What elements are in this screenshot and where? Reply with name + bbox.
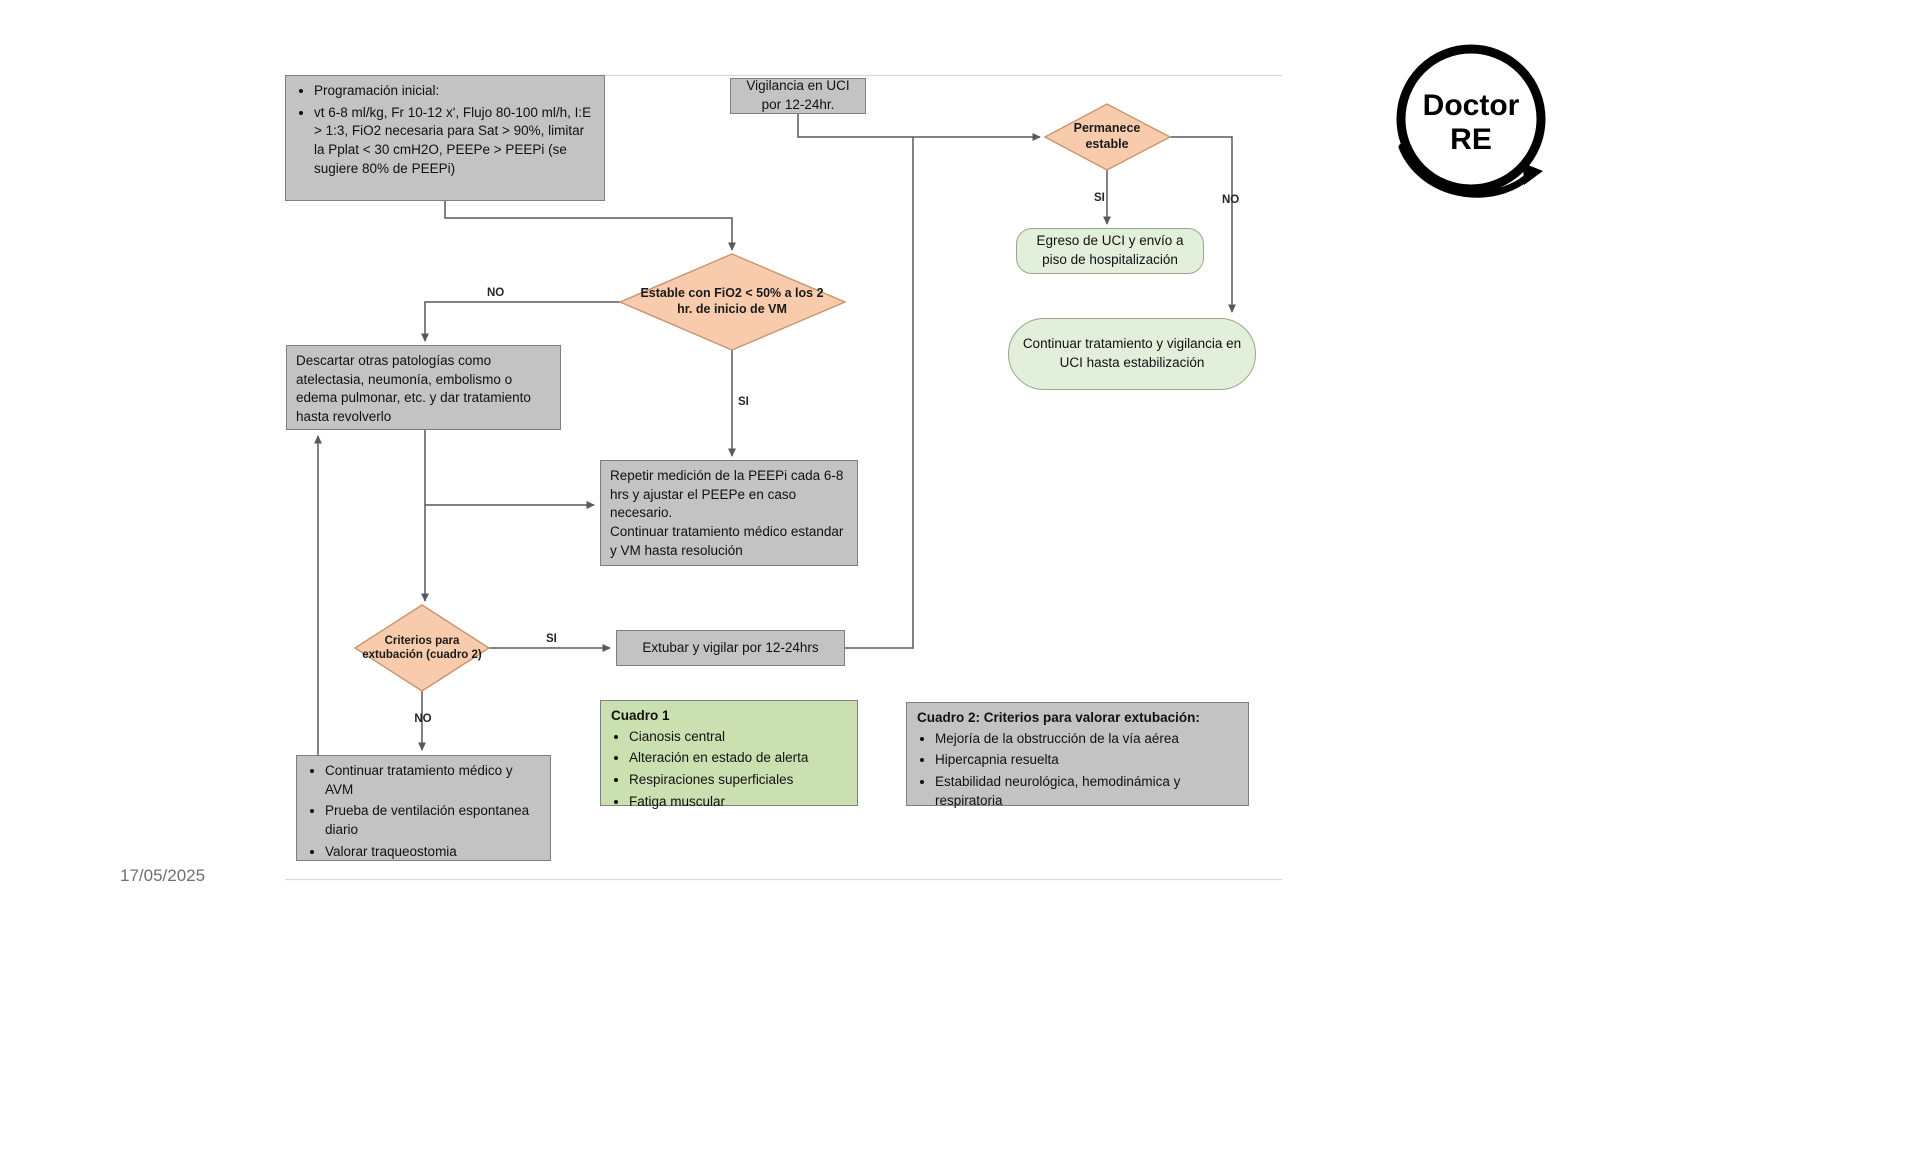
node-label-line: Continuar tratamiento médico estandar y VM hasta resolución: [610, 523, 844, 558]
bullet-item: • Cianosis central: [629, 728, 848, 747]
line-extubar-to-top: [845, 137, 913, 648]
bullet-item: • Hipercapnia resuelta: [935, 751, 1239, 770]
bullet-item: • Programación inicial:: [314, 82, 595, 101]
node-continuar-uci: [1008, 318, 1256, 390]
logo-text-line1: Doctor: [1422, 89, 1520, 122]
node-descartar-patologias: [286, 345, 561, 430]
bullet-item: • Mejoría de la obstrucción de la vía aérea: [935, 730, 1239, 749]
node-label: Descartar otras patologías como atelectasia, neumonía, embolismo o edema pulmonar, etc. y dar tratamiento hasta revolverlo: [296, 353, 531, 424]
legend-title: Cuadro 1: [611, 708, 670, 723]
node-extubar-vigilar: [616, 630, 845, 666]
bullet-item: • Prueba de ventilación espontanea diario: [325, 802, 541, 839]
node-label: Egreso de UCI y envío a piso de hospitalización: [1036, 233, 1184, 267]
slide-date: 17/05/2025: [120, 866, 206, 885]
node-label: Vigilancia en UCI por 12-24hr.: [746, 78, 850, 112]
bullet-item: • Valorar traqueostomia: [325, 843, 541, 862]
bullet-item: • Estabilidad neurológica, hemodinámica y respiratoria: [935, 773, 1239, 810]
bullet-item: • Fatiga muscular: [629, 793, 848, 812]
branch-label-si: SI: [1094, 192, 1105, 204]
node-label: Extubar y vigilar por 12-24hrs: [642, 639, 819, 655]
bullet-item: • Alteración en estado de alerta: [629, 749, 848, 768]
bullet-item: • Continuar tratamiento médico y AVM: [325, 762, 541, 799]
legend-title: Cuadro 2: Criterios para valorar extubación:: [917, 710, 1200, 725]
decision-criterios-extubacion-label: Criterios para extubación (cuadro 2): [362, 634, 482, 661]
bullet-item: • Respiraciones superficiales: [629, 771, 848, 790]
node-egreso-uci: [1016, 228, 1204, 274]
node-label: Continuar tratamiento y vigilancia en UCI hasta estabilización: [1022, 336, 1242, 370]
doctor-re-logo: [1390, 35, 1560, 205]
decision-permanece-estable-label: Permanece estable: [1073, 121, 1141, 151]
logo-swoosh-arrowhead-icon: [1523, 163, 1543, 185]
node-programacion-inicial: [285, 75, 605, 201]
branch-label-no: NO: [1222, 194, 1240, 206]
branch-label-no: NO: [487, 287, 505, 299]
arrow-vigilancia-to-permanece: [798, 112, 1040, 137]
branch-label-si: SI: [546, 633, 557, 645]
node-repetir-medicion: [600, 460, 858, 566]
node-vigilancia-uci: [730, 78, 866, 114]
logo-text-line2: RE: [1450, 123, 1492, 156]
decision-estable-fio2-label: Estable con FiO2 < 50% a los 2 hr. de inicio de VM: [640, 286, 824, 316]
arrow-programacion-to-fio2: [445, 200, 732, 250]
legend-cuadro-2: [906, 702, 1249, 806]
branch-label-si: SI: [738, 396, 749, 408]
bullet-item: • vt 6-8 ml/kg, Fr 10-12 x', Flujo 80-100 ml/h, I:E > 1:3, FiO2 necesaria para Sat > 90%, limitar la Pplat < 30 cmH2O, PEEPe > PEEPi (se sugiere 80% de PEEPi): [314, 104, 595, 179]
node-label-line: Repetir medición de la PEEPi cada 6-8 hrs y ajustar el PEEPe en caso necesario.: [610, 468, 844, 521]
arrow-fio2-no-to-descartar: [425, 302, 620, 341]
branch-label-no: NO: [414, 713, 432, 725]
legend-cuadro-1: [600, 700, 858, 809]
node-continuar-avm: [296, 755, 551, 861]
arrow-permanece-no-to-continuar-uci: [1170, 137, 1232, 312]
